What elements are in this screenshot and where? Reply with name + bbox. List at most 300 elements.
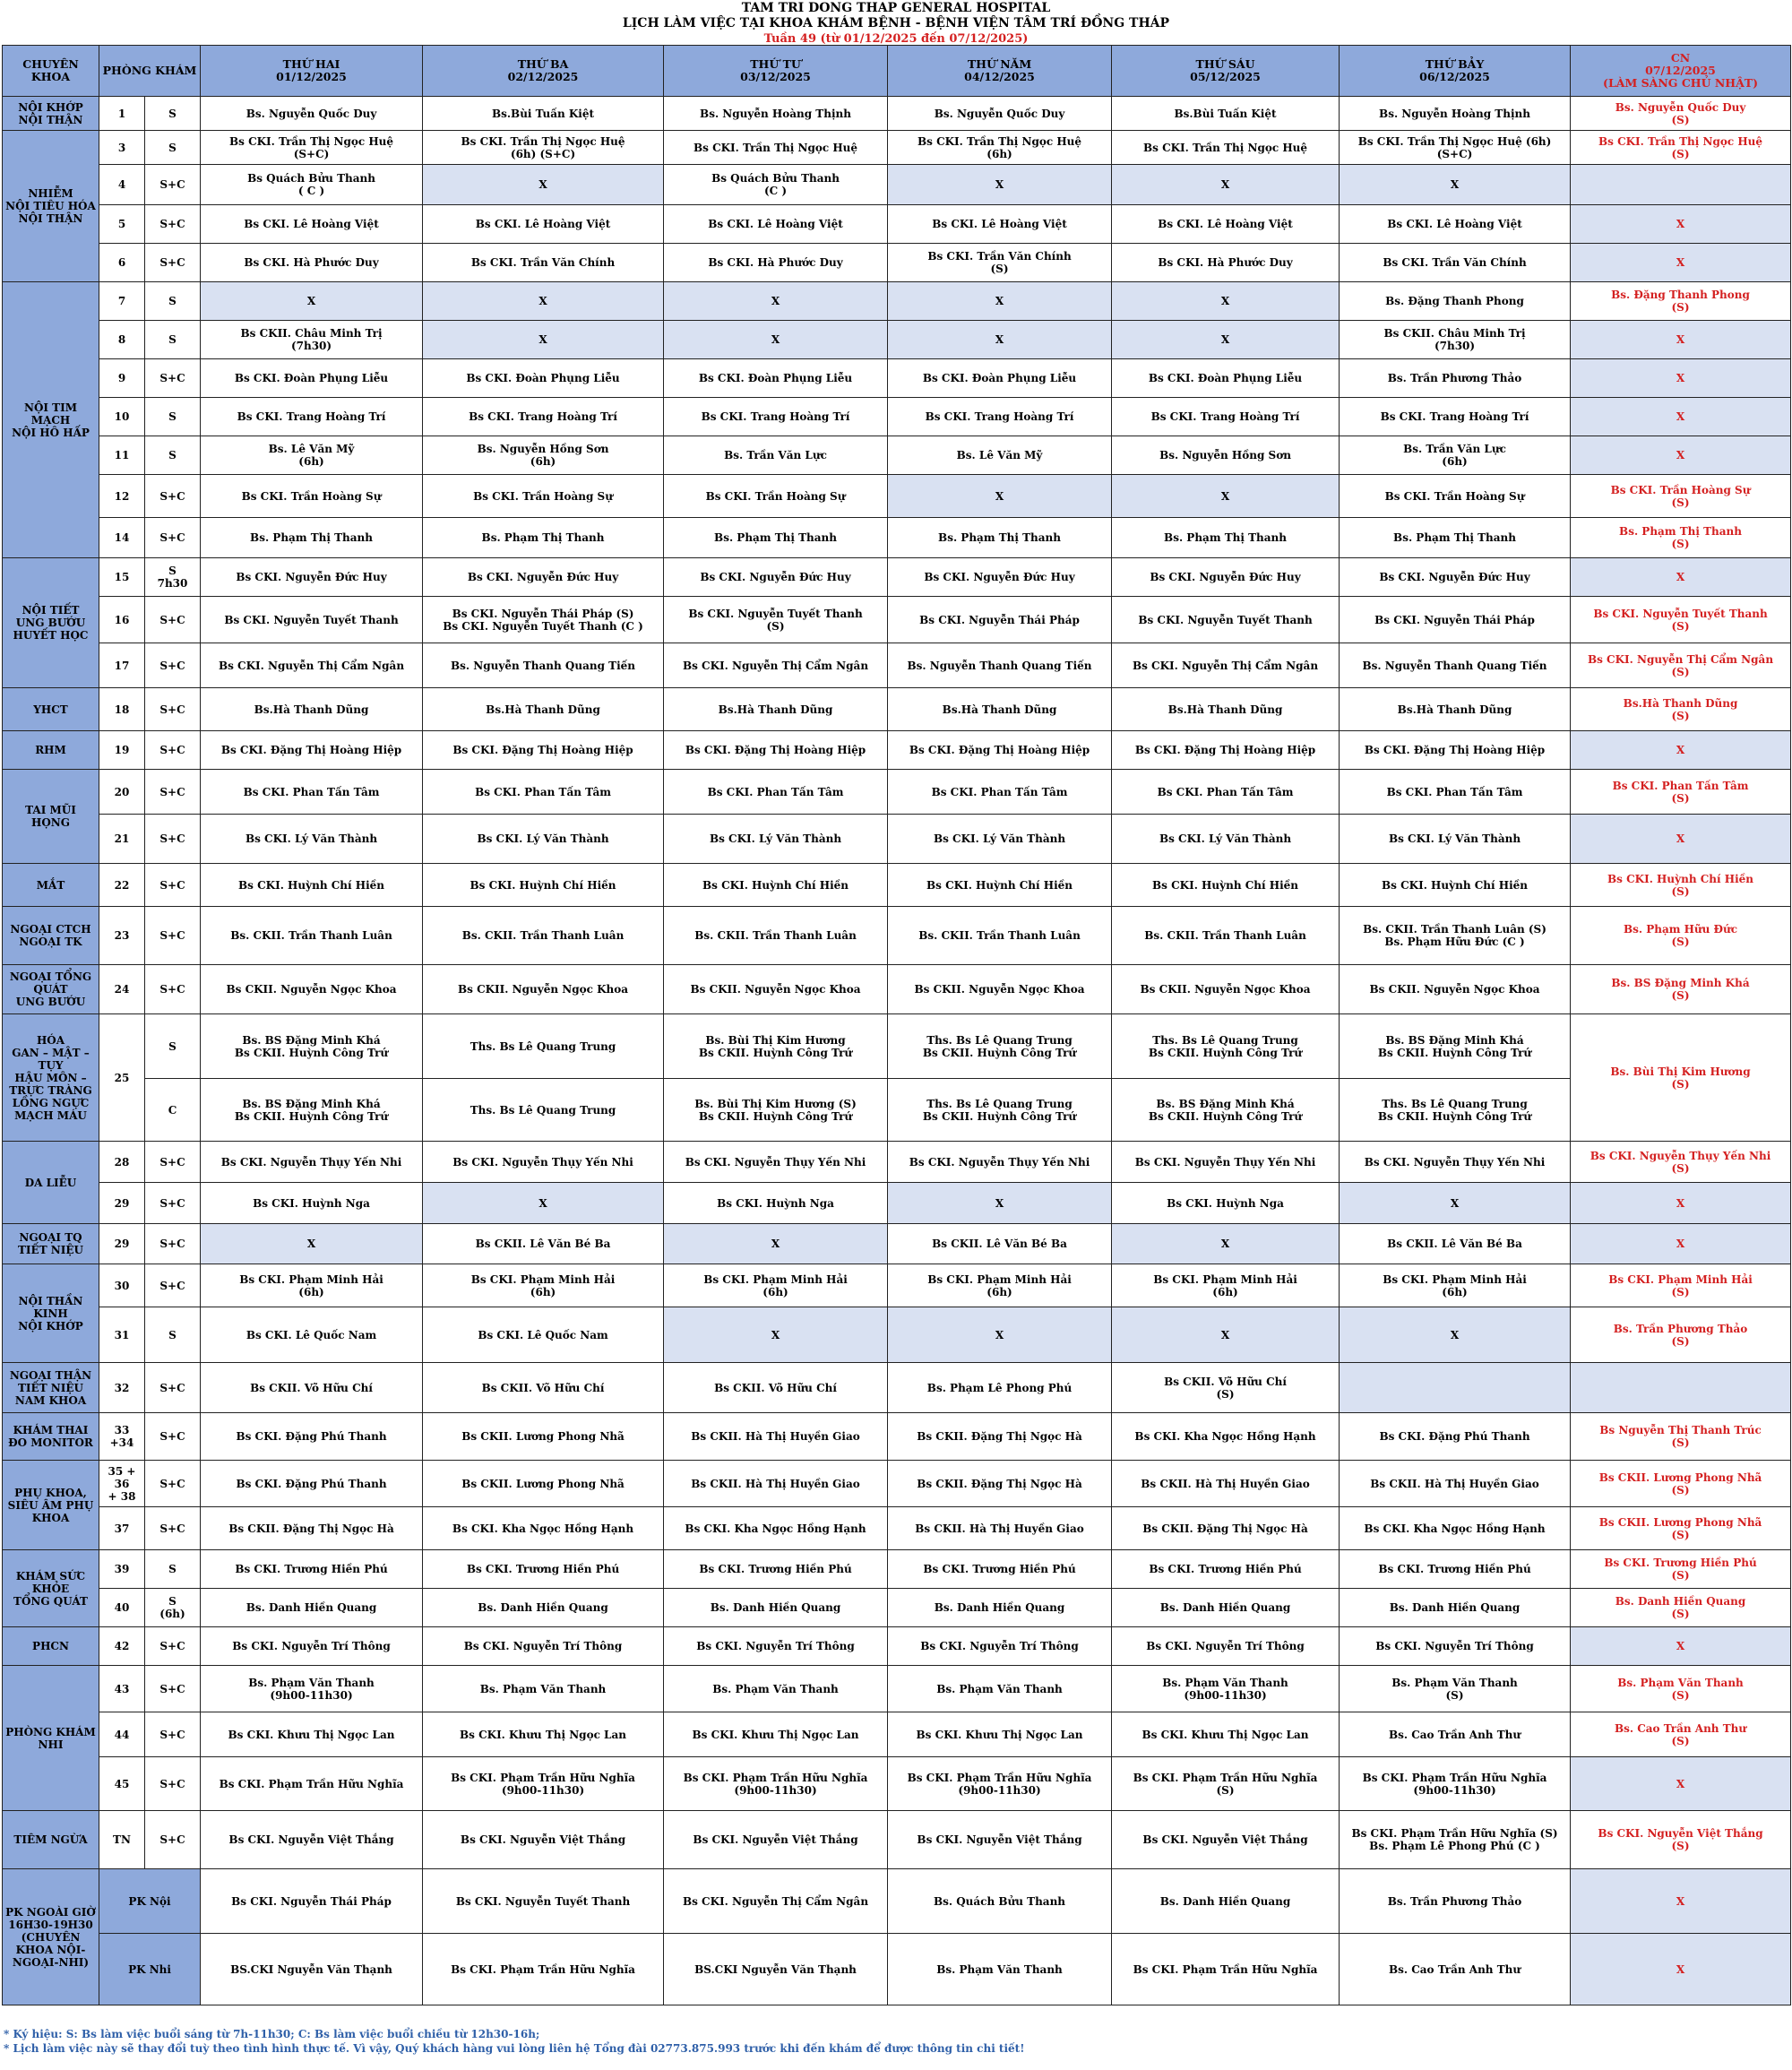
doctor-cell: Bs CKI. Đặng Phú Thanh (1340, 1413, 1571, 1461)
doctor-cell: X (664, 1307, 888, 1363)
sunday-cell: Bs.Hà Thanh Dũng (S) (1571, 688, 1791, 731)
doctor-cell: Bs CKI. Lý Văn Thành (664, 815, 888, 864)
schedule-row (3, 864, 1791, 907)
doctor-cell: Bs CKI. Trần Hoàng Sự (1340, 475, 1571, 518)
schedule-row (3, 815, 1791, 864)
doctor-cell: Bs. Nguyễn Thanh Quang Tiến (888, 643, 1112, 688)
schedule-row (3, 1934, 1791, 2005)
doctor-cell (1340, 1363, 1571, 1413)
schedule-row (3, 359, 1791, 398)
doctor-cell: Bs CKI. Nguyễn Thụy Yến Nhi (1340, 1142, 1571, 1183)
doctor-cell: Bs CKI. Nguyễn Thụy Yến Nhi (888, 1142, 1112, 1183)
doctor-cell: Bs CKI. Phan Tấn Tâm (1112, 770, 1340, 815)
specialty-cell: PHCN (3, 1627, 99, 1666)
sunday-cell: Bs CKI. Trần Thị Ngọc Huệ (S) (1571, 131, 1791, 165)
doctor-cell: Bs CKI. Kha Ngọc Hồng Hạnh (1112, 1413, 1340, 1461)
sunday-cell: X (1571, 1869, 1791, 1934)
doctor-cell: Bs. BS Đặng Minh Khá Bs CKII. Huỳnh Công Trứ (1112, 1079, 1340, 1142)
doctor-cell: Bs CKI. Lê Hoàng Việt (201, 205, 423, 244)
room-cell: 29 (99, 1183, 145, 1224)
doctor-cell: Bs CKI. Huỳnh Chí Hiền (664, 864, 888, 907)
room-cell: 12 (99, 475, 145, 518)
col-sunday: CN 07/12/2025 (LÀM SÀNG CHỦ NHẬT) (1571, 46, 1791, 97)
doctor-cell: X (423, 1183, 664, 1224)
specialty-cell: NGOẠI CTCH NGOẠI TK (3, 907, 99, 965)
doctor-cell: Bs CKI. Khưu Thị Ngọc Lan (664, 1712, 888, 1757)
room-cell: 4 (99, 165, 145, 205)
session-cell: S+C (145, 165, 201, 205)
doctor-cell: Bs CKII. Hà Thị Huyền Giao (888, 1507, 1112, 1550)
doctor-cell: Bs. Phạm Văn Thanh (888, 1666, 1112, 1712)
doctor-cell: X (888, 321, 1112, 359)
doctor-cell: Bs CKI. Hà Phước Duy (664, 244, 888, 282)
doctor-cell: Bs. Nguyễn Hồng Sơn (6h) (423, 436, 664, 475)
sunday-cell: Bs. Danh Hiền Quang (S) (1571, 1589, 1791, 1627)
doctor-cell: Bs CKI. Đặng Thị Hoàng Hiệp (201, 731, 423, 770)
doctor-cell: Bs CKI. Nguyễn Thái Pháp (1340, 597, 1571, 643)
room-cell: 1 (99, 97, 145, 131)
doctor-cell: Bs CKI. Phạm Minh Hải (6h) (888, 1264, 1112, 1307)
doctor-cell: Bs CKI. Trương Hiền Phú (888, 1550, 1112, 1589)
doctor-cell: Bs CKI. Trần Hoàng Sự (664, 475, 888, 518)
doctor-cell: Bs CKI. Nguyễn Tuyết Thanh (S) (664, 597, 888, 643)
sunday-cell: Bs CKI. Phạm Minh Hải (S) (1571, 1264, 1791, 1307)
doctor-cell: Bs CKI. Nguyễn Trí Thông (1340, 1627, 1571, 1666)
doctor-cell: Bs CKI. Kha Ngọc Hồng Hạnh (423, 1507, 664, 1550)
doctor-cell: Bs CKI. Nguyễn Đức Huy (423, 558, 664, 597)
session-cell: S+C (145, 597, 201, 643)
doctor-cell: Bs. Nguyễn Thanh Quang Tiến (423, 643, 664, 688)
sunday-cell: Bs. Bùi Thị Kim Hương (S) (1571, 1014, 1791, 1142)
doctor-cell: Bs. Phạm Thị Thanh (1340, 518, 1571, 558)
doctor-cell: Bs CKI. Đặng Thị Hoàng Hiệp (664, 731, 888, 770)
doctor-cell: Bs CKI. Nguyễn Trí Thông (664, 1627, 888, 1666)
schedule-row (3, 907, 1791, 965)
doctor-cell: Bs CKI. Trần Thị Ngọc Huệ (1112, 131, 1340, 165)
doctor-cell: Bs CKI. Nguyễn Đức Huy (664, 558, 888, 597)
session-cell: S (145, 321, 201, 359)
sunday-cell: Bs. Trần Phương Thảo (S) (1571, 1307, 1791, 1363)
room-cell: 39 (99, 1550, 145, 1589)
sunday-cell: X (1571, 244, 1791, 282)
session-cell: S+C (145, 475, 201, 518)
doctor-cell: Bs CKI. Trần Văn Chính (423, 244, 664, 282)
doctor-cell: X (1112, 321, 1340, 359)
doctor-cell: Bs CKI. Lý Văn Thành (1340, 815, 1571, 864)
doctor-cell: Bs. Lê Văn Mỹ (6h) (201, 436, 423, 475)
schedule-row (3, 131, 1791, 165)
doctor-cell: Bs CKI. Nguyễn Thái Pháp (888, 597, 1112, 643)
doctor-cell: Bs CKII. Võ Hữu Chí (201, 1363, 423, 1413)
doctor-cell: Bs CKII. Nguyễn Ngọc Khoa (888, 965, 1112, 1014)
room-cell: 32 (99, 1363, 145, 1413)
sunday-cell: Bs CKII. Lương Phong Nhã (S) (1571, 1461, 1791, 1507)
specialty-cell: NỘI KHỚP NỘI THẬN (3, 97, 99, 131)
doctor-cell: Bs CKI. Trần Văn Chính (1340, 244, 1571, 282)
doctor-cell: Bs CKI. Phạm Minh Hải (6h) (1112, 1264, 1340, 1307)
specialty-cell: HÓA GAN – MẬT – TỤY HẬU MÔN – TRỰC TRÀNG LỒNG NGỰC MẠCH MÁU (3, 1014, 99, 1142)
doctor-cell: Bs. Nguyễn Hoàng Thịnh (1340, 97, 1571, 131)
sunday-cell: Bs. BS Đặng Minh Khá (S) (1571, 965, 1791, 1014)
doctor-cell: Bs CKI. Phan Tấn Tâm (888, 770, 1112, 815)
sunday-cell: Bs CKI. Nguyễn Thị Cẩm Ngân (S) (1571, 643, 1791, 688)
schedule-row (3, 1550, 1791, 1589)
doctor-cell: Bs CKI. Phạm Trần Hữu Nghĩa (9h00-11h30) (1340, 1757, 1571, 1811)
doctor-cell: Bs CKI. Phạm Trần Hữu Nghĩa (9h00-11h30) (888, 1757, 1112, 1811)
doctor-cell: X (888, 475, 1112, 518)
doctor-cell: X (1112, 1307, 1340, 1363)
doctor-cell: Bs CKI. Nguyễn Trí Thông (1112, 1627, 1340, 1666)
doctor-cell: Ths. Bs Lê Quang Trung (423, 1014, 664, 1079)
session-cell: S (145, 282, 201, 321)
room-cell: 16 (99, 597, 145, 643)
doctor-cell: Bs CKI. Lý Văn Thành (1112, 815, 1340, 864)
doctor-cell: X (888, 1183, 1112, 1224)
doctor-cell: Bs. Phạm Văn Thanh (888, 1934, 1112, 2005)
doctor-cell: Bs. CKII. Trần Thanh Luân (423, 907, 664, 965)
doctor-cell: Bs CKI. Đặng Thị Hoàng Hiệp (888, 731, 1112, 770)
room-cell: TN (99, 1811, 145, 1869)
schedule-row (3, 1627, 1791, 1666)
doctor-cell: Bs CKI. Lê Hoàng Việt (664, 205, 888, 244)
schedule-row (3, 558, 1791, 597)
doctor-cell: Bs CKII. Nguyễn Ngọc Khoa (1112, 965, 1340, 1014)
room-cell: 22 (99, 864, 145, 907)
doctor-cell: Bs. CKII. Trần Thanh Luân (201, 907, 423, 965)
session-cell: S+C (145, 1712, 201, 1757)
room-cell: 15 (99, 558, 145, 597)
schedule-row (3, 1589, 1791, 1627)
doctor-cell: Bs. Bùi Thị Kim Hương (S) Bs CKII. Huỳnh Công Trứ (664, 1079, 888, 1142)
room-cell: 3 (99, 131, 145, 165)
doctor-cell: Bs. Bùi Thị Kim Hương Bs CKII. Huỳnh Công Trứ (664, 1014, 888, 1079)
session-cell: S+C (145, 1507, 201, 1550)
doctor-cell: Bs CKI. Huỳnh Chí Hiền (1112, 864, 1340, 907)
doctor-cell: Bs CKI. Trương Hiền Phú (201, 1550, 423, 1589)
doctor-cell: Bs. Danh Hiền Quang (888, 1589, 1112, 1627)
sunday-cell (1571, 1363, 1791, 1413)
doctor-cell: Bs CKI. Đoàn Phụng Liễu (423, 359, 664, 398)
schedule-row (3, 282, 1791, 321)
doctor-cell: Bs CKII. Nguyễn Ngọc Khoa (664, 965, 888, 1014)
session-cell: S (145, 131, 201, 165)
session-cell: S 7h30 (145, 558, 201, 597)
doctor-cell: Bs CKI. Nguyễn Thụy Yến Nhi (664, 1142, 888, 1183)
doctor-cell: Bs. Đặng Thanh Phong (1340, 282, 1571, 321)
doctor-cell: Bs CKI. Phạm Minh Hải (6h) (664, 1264, 888, 1307)
sunday-cell: X (1571, 1627, 1791, 1666)
doctor-cell: Bs CKI. Khưu Thị Ngọc Lan (201, 1712, 423, 1757)
doctor-cell: Bs CKII. Đặng Thị Ngọc Hà (888, 1413, 1112, 1461)
doctor-cell: Bs CKI. Nguyễn Đức Huy (201, 558, 423, 597)
doctor-cell: Bs CKI. Phan Tấn Tâm (201, 770, 423, 815)
doctor-cell: Bs CKI. Phạm Trần Hữu Nghĩa (S) Bs. Phạm Lê Phong Phú (C ) (1340, 1811, 1571, 1869)
doctor-cell: Bs CKI. Trang Hoàng Trí (664, 398, 888, 436)
doctor-cell: Bs CKI. Nguyễn Trí Thông (423, 1627, 664, 1666)
doctor-cell: Bs CKI. Huỳnh Nga (664, 1183, 888, 1224)
doctor-cell: Bs CKI. Huỳnh Nga (201, 1183, 423, 1224)
doctor-cell: Bs CKI. Đặng Phú Thanh (201, 1413, 423, 1461)
room-cell: 37 (99, 1507, 145, 1550)
doctor-cell: Bs CKI. Trang Hoàng Trí (201, 398, 423, 436)
doctor-cell: Bs CKI. Nguyễn Đức Huy (1112, 558, 1340, 597)
doctor-cell: Bs CKI. Nguyễn Việt Thắng (888, 1811, 1112, 1869)
legend-note: * Ký hiệu: S: Bs làm việc buổi sáng từ 7h-11h30; C: Bs làm việc buổi chiều từ 12h30-16h; (4, 2028, 540, 2040)
sunday-cell: X (1571, 1224, 1791, 1264)
doctor-cell: Bs CKI. Nguyễn Thái Pháp (S) Bs CKI. Nguyễn Tuyết Thanh (C ) (423, 597, 664, 643)
doctor-cell: X (201, 1224, 423, 1264)
room-cell: 11 (99, 436, 145, 475)
doctor-cell: Bs CKI. Phạm Minh Hải (6h) (423, 1264, 664, 1307)
room-cell: 8 (99, 321, 145, 359)
doctor-cell: Bs. Phạm Văn Thanh (9h00-11h30) (201, 1666, 423, 1712)
sunday-cell: X (1571, 1757, 1791, 1811)
doctor-cell: Bs. Nguyễn Thanh Quang Tiến (1340, 643, 1571, 688)
subclinic-cell: PK Nội (99, 1869, 201, 1934)
doctor-cell: Bs CKI. Đặng Thị Hoàng Hiệp (423, 731, 664, 770)
session-cell: S+C (145, 1757, 201, 1811)
sunday-cell: Bs CKI. Huỳnh Chí Hiền (S) (1571, 864, 1791, 907)
sunday-cell: Bs CKI. Nguyễn Việt Thắng (S) (1571, 1811, 1791, 1869)
doctor-cell: X (201, 282, 423, 321)
doctor-cell: Bs CKI. Lý Văn Thành (888, 815, 1112, 864)
doctor-cell: Bs CKI. Huỳnh Nga (1112, 1183, 1340, 1224)
doctor-cell: X (888, 282, 1112, 321)
col-day: THỨ BẢY 06/12/2025 (1340, 46, 1571, 97)
doctor-cell: X (1340, 165, 1571, 205)
sunday-cell: X (1571, 1183, 1791, 1224)
doctor-cell: Bs CKI. Phan Tấn Tâm (423, 770, 664, 815)
sunday-cell: X (1571, 1934, 1791, 2005)
doctor-cell: Bs CKII. Đặng Thị Ngọc Hà (1112, 1507, 1340, 1550)
sunday-cell: Bs CKI. Phan Tấn Tâm (S) (1571, 770, 1791, 815)
session-cell: S+C (145, 244, 201, 282)
session-cell: S (145, 436, 201, 475)
room-cell: 44 (99, 1712, 145, 1757)
room-cell: 31 (99, 1307, 145, 1363)
doctor-cell: Bs CKI. Đoàn Phụng Liễu (1112, 359, 1340, 398)
doctor-cell: Bs. Phạm Văn Thanh (9h00-11h30) (1112, 1666, 1340, 1712)
room-cell: 40 (99, 1589, 145, 1627)
sunday-cell: Bs. Nguyễn Quốc Duy (S) (1571, 97, 1791, 131)
schedule-row (3, 643, 1791, 688)
sunday-cell: X (1571, 205, 1791, 244)
doctor-cell: Bs CKI. Nguyễn Tuyết Thanh (423, 1869, 664, 1934)
specialty-cell: NGOẠI THẬN TIẾT NIỆU NAM KHOA (3, 1363, 99, 1413)
doctor-cell: Bs CKI. Nguyễn Việt Thắng (664, 1811, 888, 1869)
specialty-cell: NGOẠI TQ TIẾT NIỆU (3, 1224, 99, 1264)
doctor-cell: Bs CKI. Nguyễn Việt Thắng (423, 1811, 664, 1869)
specialty-cell: NỘI THẦN KINH NỘI KHỚP (3, 1264, 99, 1363)
schedule-row (3, 731, 1791, 770)
doctor-cell: Bs CKI. Phạm Minh Hải (6h) (201, 1264, 423, 1307)
doctor-cell: Bs CKI. Nguyễn Tuyết Thanh (201, 597, 423, 643)
schedule-row (3, 770, 1791, 815)
room-cell: 45 (99, 1757, 145, 1811)
session-cell: S+C (145, 1183, 201, 1224)
doctor-cell: Bs CKI. Nguyễn Thái Pháp (201, 1869, 423, 1934)
doctor-cell: Bs CKII. Đặng Thị Ngọc Hà (201, 1507, 423, 1550)
doctor-cell: X (1112, 1224, 1340, 1264)
schedule-row (3, 965, 1791, 1014)
session-cell: S+C (145, 359, 201, 398)
doctor-cell: Bs CKII. Lương Phong Nhã (423, 1413, 664, 1461)
doctor-cell: Bs CKI. Phạm Trần Hữu Nghĩa (S) (1112, 1757, 1340, 1811)
doctor-cell: Bs CKII. Lê Văn Bé Ba (1340, 1224, 1571, 1264)
specialty-cell: NỘI TIM MẠCH NỘI HÔ HẤP (3, 282, 99, 558)
room-cell: 10 (99, 398, 145, 436)
doctor-cell: Bs CKI. Huỳnh Chí Hiền (1340, 864, 1571, 907)
schedule-row (3, 475, 1791, 518)
doctor-cell: Bs.Hà Thanh Dũng (1112, 688, 1340, 731)
specialty-cell: PHÒNG KHÁM NHI (3, 1666, 99, 1811)
doctor-cell: Bs. Phạm Thị Thanh (423, 518, 664, 558)
doctor-cell: Bs CKI. Kha Ngọc Hồng Hạnh (1340, 1507, 1571, 1550)
doctor-cell: Bs. Danh Hiền Quang (423, 1589, 664, 1627)
schedule-row (3, 518, 1791, 558)
doctor-cell: Bs CKI. Khưu Thị Ngọc Lan (888, 1712, 1112, 1757)
doctor-cell: Bs CKI. Trần Thị Ngọc Huệ (S+C) (201, 131, 423, 165)
doctor-cell: Bs. Trần Phương Thảo (1340, 359, 1571, 398)
doctor-cell: Bs CKI. Huỳnh Chí Hiền (201, 864, 423, 907)
schedule-row (3, 321, 1791, 359)
doctor-cell: Ths. Bs Lê Quang Trung Bs CKII. Huỳnh Công Trứ (888, 1014, 1112, 1079)
schedule-row (3, 1142, 1791, 1183)
doctor-cell: Bs. Danh Hiền Quang (664, 1589, 888, 1627)
session-cell: C (145, 1079, 201, 1142)
col-day: THỨ HAI 01/12/2025 (201, 46, 423, 97)
room-cell: 20 (99, 770, 145, 815)
doctor-cell: Bs CKI. Đoàn Phụng Liễu (888, 359, 1112, 398)
doctor-cell: Bs CKI. Nguyễn Đức Huy (1340, 558, 1571, 597)
schedule-row (3, 1811, 1791, 1869)
doctor-cell: Bs CKII. Lê Văn Bé Ba (423, 1224, 664, 1264)
doctor-cell: Bs CKI. Hà Phước Duy (1112, 244, 1340, 282)
schedule-row (3, 1014, 1791, 1079)
doctor-cell: Bs. Danh Hiền Quang (201, 1589, 423, 1627)
schedule-row (3, 1666, 1791, 1712)
doctor-cell: X (423, 282, 664, 321)
doctor-cell: Bs. Phạm Thị Thanh (664, 518, 888, 558)
doctor-cell: Bs. Phạm Văn Thanh (423, 1666, 664, 1712)
doctor-cell: X (423, 321, 664, 359)
session-cell: S+C (145, 1413, 201, 1461)
doctor-cell: Bs CKI. Phạm Trần Hữu Nghĩa (9h00-11h30) (664, 1757, 888, 1811)
doctor-cell: Bs. CKII. Trần Thanh Luân (888, 907, 1112, 965)
session-cell: S (145, 398, 201, 436)
sunday-cell: X (1571, 731, 1791, 770)
schedule-row (3, 1712, 1791, 1757)
doctor-cell: Bs CKI. Nguyễn Đức Huy (888, 558, 1112, 597)
doctor-cell: Bs CKI. Nguyễn Trí Thông (888, 1627, 1112, 1666)
sunday-cell: Bs. Cao Trần Anh Thư (S) (1571, 1712, 1791, 1757)
schedule-title: LỊCH LÀM VIỆC TẠI KHOA KHÁM BỆNH - BỆNH VIỆN TÂM TRÍ ĐỒNG THÁP (622, 16, 1170, 30)
session-cell: S+C (145, 770, 201, 815)
page-header (0, 0, 1792, 47)
doctor-cell: Bs CKI. Trương Hiền Phú (1340, 1550, 1571, 1589)
schedule-row (3, 244, 1791, 282)
doctor-cell: Bs CKII. Châu Minh Trị (7h30) (201, 321, 423, 359)
doctor-cell: BS.CKI Nguyễn Văn Thạnh (201, 1934, 423, 2005)
doctor-cell: Ths. Bs Lê Quang Trung Bs CKII. Huỳnh Công Trứ (1340, 1079, 1571, 1142)
specialty-cell: PK NGOÀI GIỜ 16H30-19H30 (CHUYÊN KHOA NỘI- NGOẠI-NHI) (3, 1869, 99, 2005)
room-cell: 14 (99, 518, 145, 558)
doctor-cell: Bs CKI. Khưu Thị Ngọc Lan (1112, 1712, 1340, 1757)
room-cell: 6 (99, 244, 145, 282)
session-cell: S+C (145, 1142, 201, 1183)
room-cell: 23 (99, 907, 145, 965)
doctor-cell: Bs. Phạm Thị Thanh (201, 518, 423, 558)
doctor-cell: X (664, 282, 888, 321)
doctor-cell: Bs CKII. Lương Phong Nhã (423, 1461, 664, 1507)
col-day: THỨ TƯ 03/12/2025 (664, 46, 888, 97)
specialty-cell: DA LIỄU (3, 1142, 99, 1224)
doctor-cell: Bs CKI. Đoàn Phụng Liễu (664, 359, 888, 398)
doctor-cell: Bs CKI. Trang Hoàng Trí (1112, 398, 1340, 436)
doctor-cell: Bs. BS Đặng Minh Khá Bs CKII. Huỳnh Công Trứ (201, 1079, 423, 1142)
doctor-cell: X (664, 321, 888, 359)
sunday-cell: Bs CKI. Nguyễn Thụy Yến Nhi (S) (1571, 1142, 1791, 1183)
doctor-cell: Bs. Trần Phương Thảo (1340, 1869, 1571, 1934)
schedule-row (3, 1363, 1791, 1413)
doctor-cell: Bs. BS Đặng Minh Khá Bs CKII. Huỳnh Công Trứ (201, 1014, 423, 1079)
specialty-cell: RHM (3, 731, 99, 770)
schedule-row (3, 1307, 1791, 1363)
col-day: THỨ NĂM 04/12/2025 (888, 46, 1112, 97)
session-cell: S+C (145, 1224, 201, 1264)
doctor-cell: Bs. Nguyễn Hồng Sơn (1112, 436, 1340, 475)
specialty-cell: KHÁM THAI ĐO MONITOR (3, 1413, 99, 1461)
schedule-row (3, 398, 1791, 436)
doctor-cell: Bs CKI. Nguyễn Việt Thắng (1112, 1811, 1340, 1869)
doctor-cell: Bs CKI. Trần Thị Ngọc Huệ (664, 131, 888, 165)
doctor-cell: Bs. Quách Bửu Thanh (888, 1869, 1112, 1934)
doctor-cell: Bs Quách Bửu Thanh ( C ) (201, 165, 423, 205)
doctor-cell: Bs. Phạm Lê Phong Phú (888, 1363, 1112, 1413)
doctor-cell: Bs CKI. Đoàn Phụng Liễu (201, 359, 423, 398)
doctor-cell: Bs CKI. Lý Văn Thành (423, 815, 664, 864)
schedule-table (2, 45, 1791, 2005)
room-cell: 21 (99, 815, 145, 864)
room-cell: 5 (99, 205, 145, 244)
doctor-cell: Bs CKII. Võ Hữu Chí (664, 1363, 888, 1413)
doctor-cell: Bs CKI. Lê Hoàng Việt (1112, 205, 1340, 244)
doctor-cell: Ths. Bs Lê Quang Trung (423, 1079, 664, 1142)
sunday-cell: Bs CKI. Trương Hiền Phú (S) (1571, 1550, 1791, 1589)
doctor-cell: Bs CKII. Hà Thị Huyền Giao (1340, 1461, 1571, 1507)
doctor-cell: Bs CKII. Hà Thị Huyền Giao (664, 1413, 888, 1461)
doctor-cell: Bs CKI. Huỳnh Chí Hiền (888, 864, 1112, 907)
sunday-cell: X (1571, 558, 1791, 597)
doctor-cell: Bs. Nguyễn Quốc Duy (201, 97, 423, 131)
session-cell: S+C (145, 643, 201, 688)
sunday-cell (1571, 165, 1791, 205)
schedule-row (3, 1869, 1791, 1934)
doctor-cell: Bs CKI. Phạm Trần Hữu Nghĩa (1112, 1934, 1340, 2005)
specialty-cell: NHIỄM NỘI TIÊU HÓA NỘI THẬN (3, 131, 99, 282)
sunday-cell: X (1571, 436, 1791, 475)
doctor-cell: Bs CKI. Trần Văn Chính (S) (888, 244, 1112, 282)
room-cell: 9 (99, 359, 145, 398)
schedule-row (3, 1264, 1791, 1307)
doctor-cell: Ths. Bs Lê Quang Trung Bs CKII. Huỳnh Công Trứ (888, 1079, 1112, 1142)
doctor-cell: Bs CKI. Trang Hoàng Trí (1340, 398, 1571, 436)
doctor-cell: Bs CKI. Trương Hiền Phú (423, 1550, 664, 1589)
doctor-cell: Bs CKI. Trần Thị Ngọc Huệ (6h) (888, 131, 1112, 165)
schedule-row (3, 165, 1791, 205)
doctor-cell: Ths. Bs Lê Quang Trung Bs CKII. Huỳnh Công Trứ (1112, 1014, 1340, 1079)
room-cell: 19 (99, 731, 145, 770)
